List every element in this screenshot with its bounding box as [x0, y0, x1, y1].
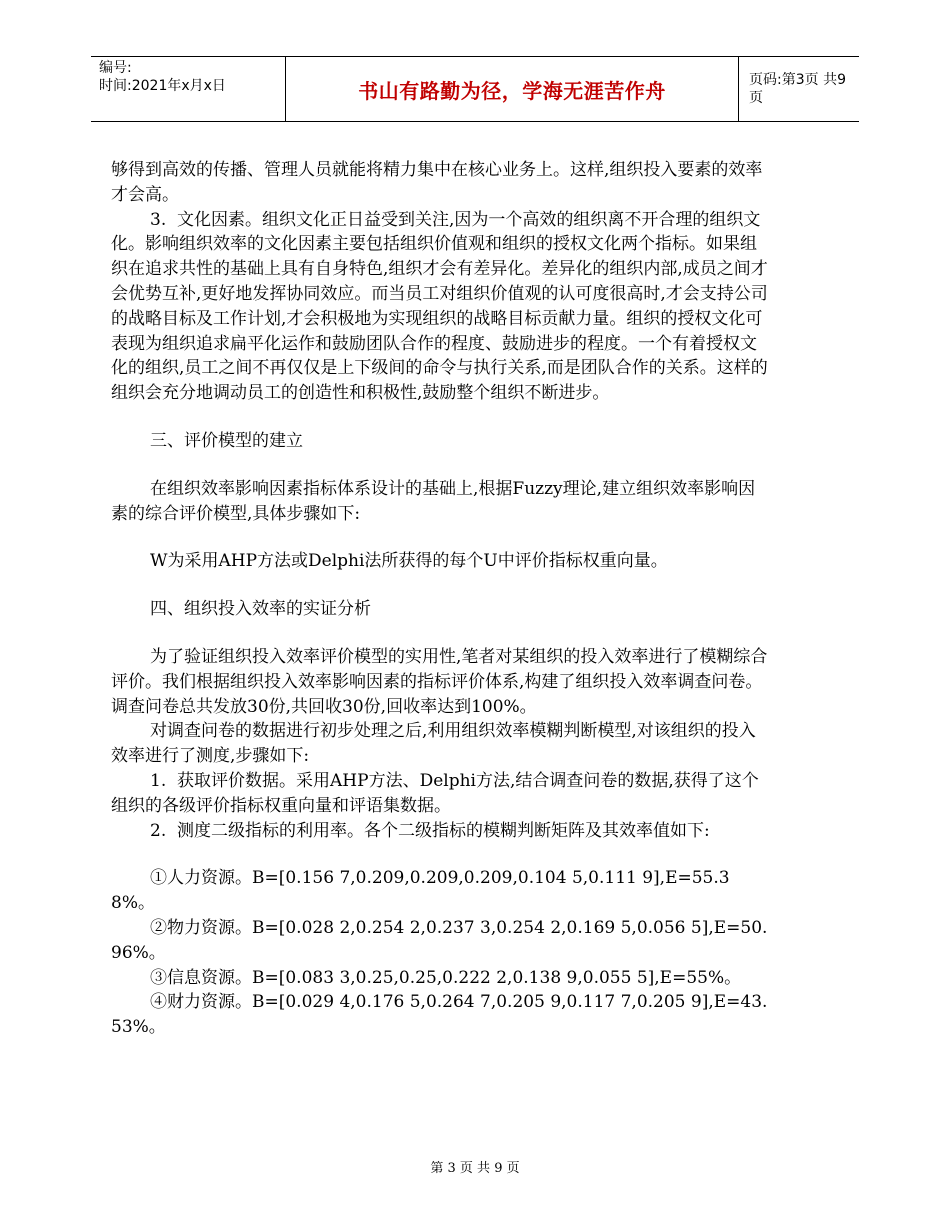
paragraph: 1. 获取评价数据。采用AHP方法、Delphi方法,结合调查问卷的数据,获得了这个组织的各级评价指标权重向量和评语集数据。 — [111, 770, 759, 816]
header-motto-cell — [285, 57, 739, 121]
paragraph: W为采用AHP方法或Delphi法所获得的每个U中评价指标权重向量。 — [150, 551, 668, 572]
paragraph: 3. 文化因素。组织文化正日益受到关注,因为一个高效的组织离不开合理的组织文化。影响组织效率的文化因素主要包括组织价值观和组织的授权文化两个指标。如果组织在追求共性的基础上具有自身特色,组织才会有差异化。差异化的组织内部,成员之间才会优势互补,更好地发挥协同效应。而当员工对组织价值观的认可度很高时,才会支持公司的战略目标及工作计划,才会积极地为实现组织的战略目标贡献力量。组织的授权文化可表现为组织追求扁平化运作和鼓励团队合作的程度、鼓励进步的程度。一个有着授权文化的组织,员工之间不再仅仅是上下级间的命令与执行关系,而是团队合作的关系。这样的组织会充分地调动员工的创造性和积极性,鼓励整个组织不断进步。 — [111, 209, 768, 404]
formula-line: ③信息资源。B=[0.083 3,0.25,0.25,0.222 2,0.138 9,0.055 5],E=55%。 — [150, 967, 742, 988]
page-footer: 第 3 页 共 9 页 — [430, 1161, 520, 1176]
section-heading: 四、组织投入效率的实证分析 — [150, 599, 371, 620]
paragraph: 在组织效率影响因素指标体系设计的基础上,根据Fuzzy理论,建立组织效率影响因素的综合评价模型,具体步骤如下: — [111, 478, 756, 524]
paragraph: 为了验证组织投入效率评价模型的实用性,笔者对某组织的投入效率进行了模糊综合评价。我们根据组织投入效率影响因素的指标评价体系,构建了组织投入效率调查问卷。调查问卷总共发放30份,共回收30份,回收率达到100%。 — [111, 646, 768, 717]
header-page-cell — [739, 57, 859, 121]
formula-line: ④财力资源。B=[0.029 4,0.176 5,0.264 7,0.205 9,0.117 7,0.205 9],E=43.53%。 — [111, 992, 768, 1038]
page-header — [91, 56, 859, 122]
header-meta — [91, 57, 285, 121]
header-motto: 书山有路勤为径，学海无涯苦作舟 — [358, 78, 666, 103]
formula-line: ②物力资源。B=[0.028 2,0.254 2,0.237 3,0.254 2,0.169 5,0.056 5],E=50.96%。 — [111, 917, 768, 963]
section-heading: 三、评价模型的建立 — [150, 430, 303, 451]
header-page-label: 页码:第3页 共9页 — [749, 72, 846, 106]
paragraph: 对调查问卷的数据进行初步处理之后,利用组织效率模糊判断模型,对该组织的投入效率进行了测度,步骤如下: — [111, 721, 756, 767]
paragraph: 够得到高效的传播、管理人员就能将精力集中在核心业务上。这样,组织投入要素的效率才会高。 — [111, 160, 763, 205]
doc-time-label: 时间:2021年x月x日 — [99, 78, 226, 94]
formula-line: ①人力资源。B=[0.156 7,0.209,0.209,0.209,0.104 5,0.111 9],E=55.38%。 — [111, 868, 730, 914]
doc-number-label: 编号: — [99, 60, 132, 76]
document-body — [111, 158, 771, 1040]
paragraph: 2. 测度二级指标的利用率。各个二级指标的模糊判断矩阵及其效率值如下: — [150, 820, 710, 841]
